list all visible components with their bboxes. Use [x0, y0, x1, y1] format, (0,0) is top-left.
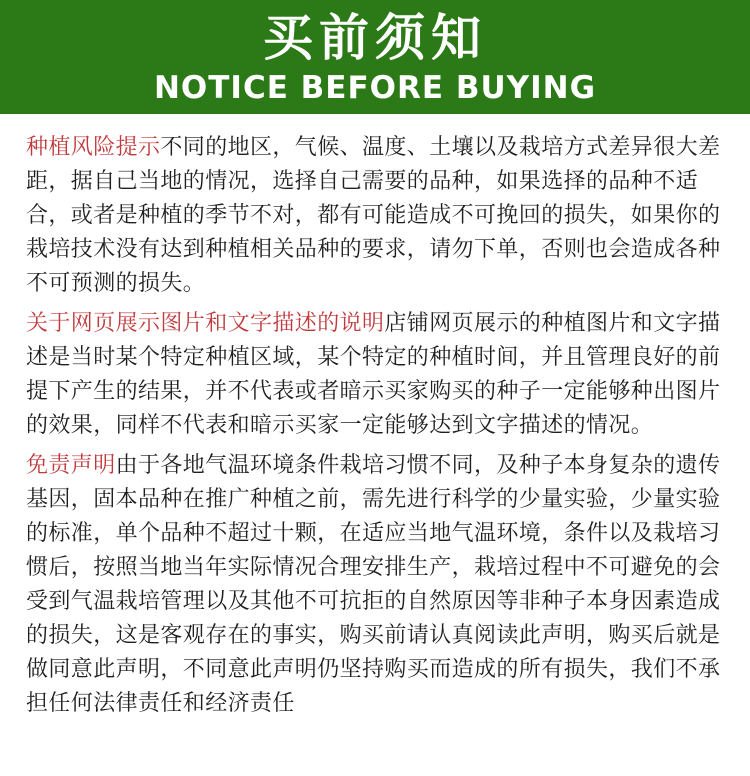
page-subtitle: NOTICE BEFORE BUYING — [153, 70, 597, 106]
risk-notice-body: 不同的地区，气候、温度、土壤以及栽培方式差异很大差距，据自己当地的情况，选择自己需要的品种，如果选择的品种不适合，或者是种植的季节不对，都有可能造成不可挽回的损失，如果你的栽培技术没有达到种植相关品种的要求，请勿下单，否则也会造成各种不可预测的损失。 — [26, 135, 721, 296]
page-title: 买前须知 — [263, 9, 487, 67]
header-banner — [0, 0, 750, 114]
disclaimer-title: 免责声明 — [26, 453, 116, 478]
risk-notice-paragraph — [26, 131, 738, 301]
risk-notice-title: 种植风险提示 — [26, 135, 161, 160]
disclaimer-body: 由于各地气温环境条件栽培习惯不同，及种子本身复杂的遗传基因，固本品种在推广种植之前，需先进行科学的少量实验，少量实验的标准，单个品种不超过十颗，在适应当地气温环境，条件以及栽培习惯后，按照当地当年实际情况合理安排生产，栽培过程中不可避免的会受到气温栽培管理以及其他不可抗拒的自然原因等非种子本身因素造成的损失，这是客观存在的事实，购买前请认真阅读此声明，购买后就是做同意此声明，不同意此声明仍坚持购买而造成的所有损失，我们不承担任何法律责任和经济责任 — [26, 453, 721, 716]
image-description-paragraph — [26, 307, 738, 443]
image-description-body: 店铺网页展示的种植图片和文字描述是当时某个特定种植区域，某个特定的种植时间，并且管理良好的前提下产生的结果，并不代表或者暗示买家购买的种子一定能够种出图片的效果，同样不代表和暗示买家一定能够达到文字描述的情况。 — [26, 311, 721, 438]
image-description-title: 关于网页展示图片和文字描述的说明 — [26, 311, 385, 336]
disclaimer-paragraph — [26, 449, 738, 721]
notice-content — [0, 114, 750, 721]
